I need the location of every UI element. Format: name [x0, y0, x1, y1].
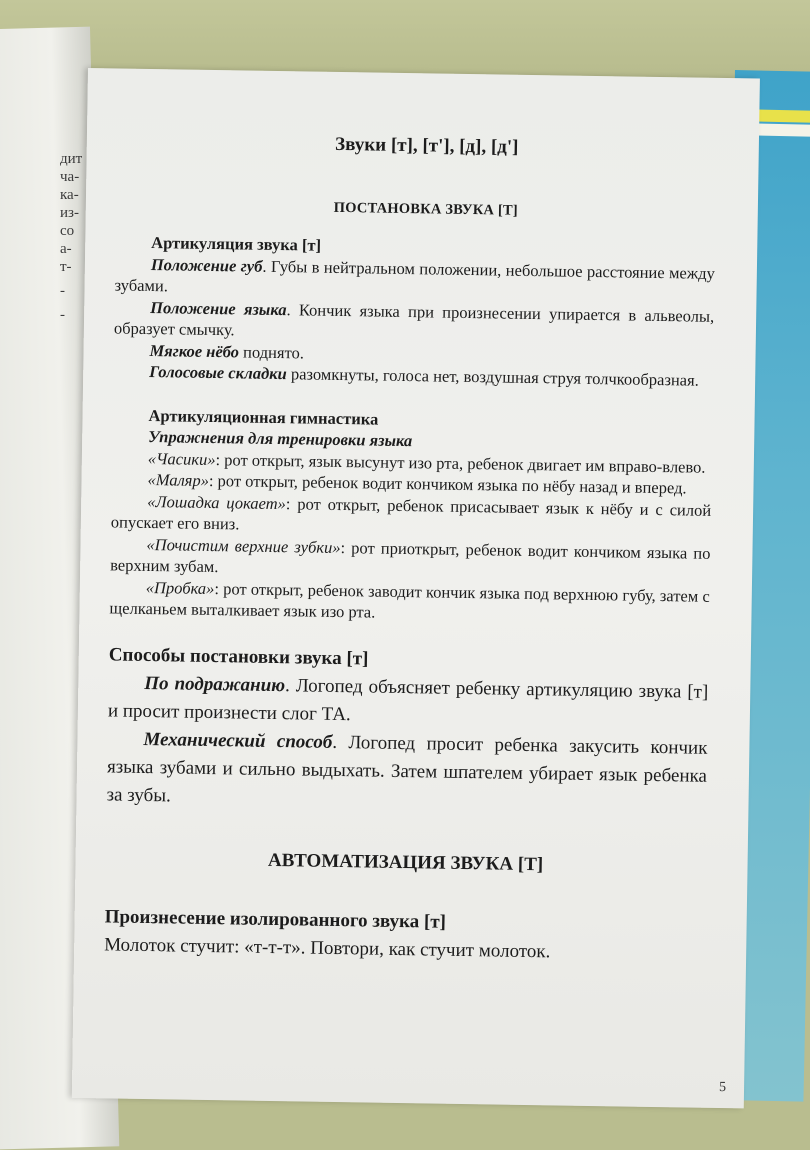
method-item [108, 669, 709, 734]
left-fragment: ча- [60, 169, 80, 185]
left-fragment: т- [60, 259, 72, 275]
page-content [104, 130, 717, 968]
automation-heading: АВТОМАТИЗАЦИЯ ЗВУКА [Т] [267, 849, 544, 875]
method-item [106, 725, 707, 818]
left-fragment: со [60, 223, 75, 239]
exercise-text: : рот открыт, ребенок водит кончиком языка по нёбу назад и вперед. [208, 470, 687, 498]
gymnastics-heading: Артикуляционная гимнастика [148, 405, 379, 429]
exercise-name: «Почистим верхние зубки» [146, 534, 341, 557]
gymnastics-subheading: Упражнения для тренировки языка [148, 426, 413, 451]
exercise-name: «Маляр» [147, 469, 210, 490]
method-text: . Логопед просит ребенка закусить кончик языка зубами и сильно выдыхать. Затем шпателем убирает язык ребенка за зубы. [106, 731, 708, 806]
description: разомкнуты, голоса нет, воздушная струя толчкообразная. [286, 364, 699, 390]
page-number: 5 [718, 1080, 727, 1096]
term: Положение губ [150, 254, 263, 276]
exercise-text: : рот открыт, язык высунут изо рта, ребенок двигает им вправо-влево. [215, 449, 706, 477]
left-fragment: дит [60, 151, 83, 167]
methods-heading: Способы постановки звука [т] [108, 643, 369, 669]
exercise-text: : рот открыт, ребенок заводит кончик языка под верхнюю губу, затем с щелканьем выталкивает язык изо рта. [109, 578, 710, 622]
method-text: . Логопед объясняет ребенку артикуляцию звука [т] и просит произнести слог ТА. [107, 674, 709, 725]
exercise-name: «Часики» [147, 448, 216, 469]
left-fragment: - [60, 283, 65, 299]
isolated-sound-heading: Произнесение изолированного звука [т] [104, 905, 447, 933]
left-fragment: ка- [60, 187, 79, 203]
book-page [72, 68, 760, 1108]
section-heading-setup: ПОСТАНОВКА ЗВУКА [Т] [333, 199, 519, 219]
left-fragment: а- [60, 241, 72, 257]
page-title: Звуки [т], [т'], [д], [д'] [334, 133, 519, 158]
exercise-text: : рот приоткрыт, ребенок водит кончиком языка по верхним зубам. [110, 537, 711, 577]
term: Голосовые складки [149, 362, 287, 384]
articulation-heading: Артикуляция звука [т] [151, 233, 322, 255]
method-term: По подражанию [144, 672, 286, 696]
term: Положение языка [150, 297, 287, 319]
description: . Губы в нейтральном положении, небольшое расстояние между зубами. [114, 256, 716, 296]
exercise-name: «Лошадка цокает» [147, 491, 287, 513]
method-term: Механический способ [143, 728, 333, 753]
left-fragment: из- [60, 205, 79, 221]
exercise-name: «Пробка» [145, 577, 215, 598]
left-fragment: - [60, 307, 65, 323]
description: поднято. [238, 341, 305, 362]
exercise-text: : рот открыт, ребенок присасывает язык к нёбу и с силой опускает его вниз. [110, 493, 712, 534]
description: . Кончик языка при произнесении упирается в альвеолы, образует смычку. [113, 299, 715, 340]
isolated-sound-text: Молоток стучит: «т-т-т». Повтори, как стучит молоток. [104, 933, 551, 962]
term: Мягкое нёбо [149, 340, 240, 361]
